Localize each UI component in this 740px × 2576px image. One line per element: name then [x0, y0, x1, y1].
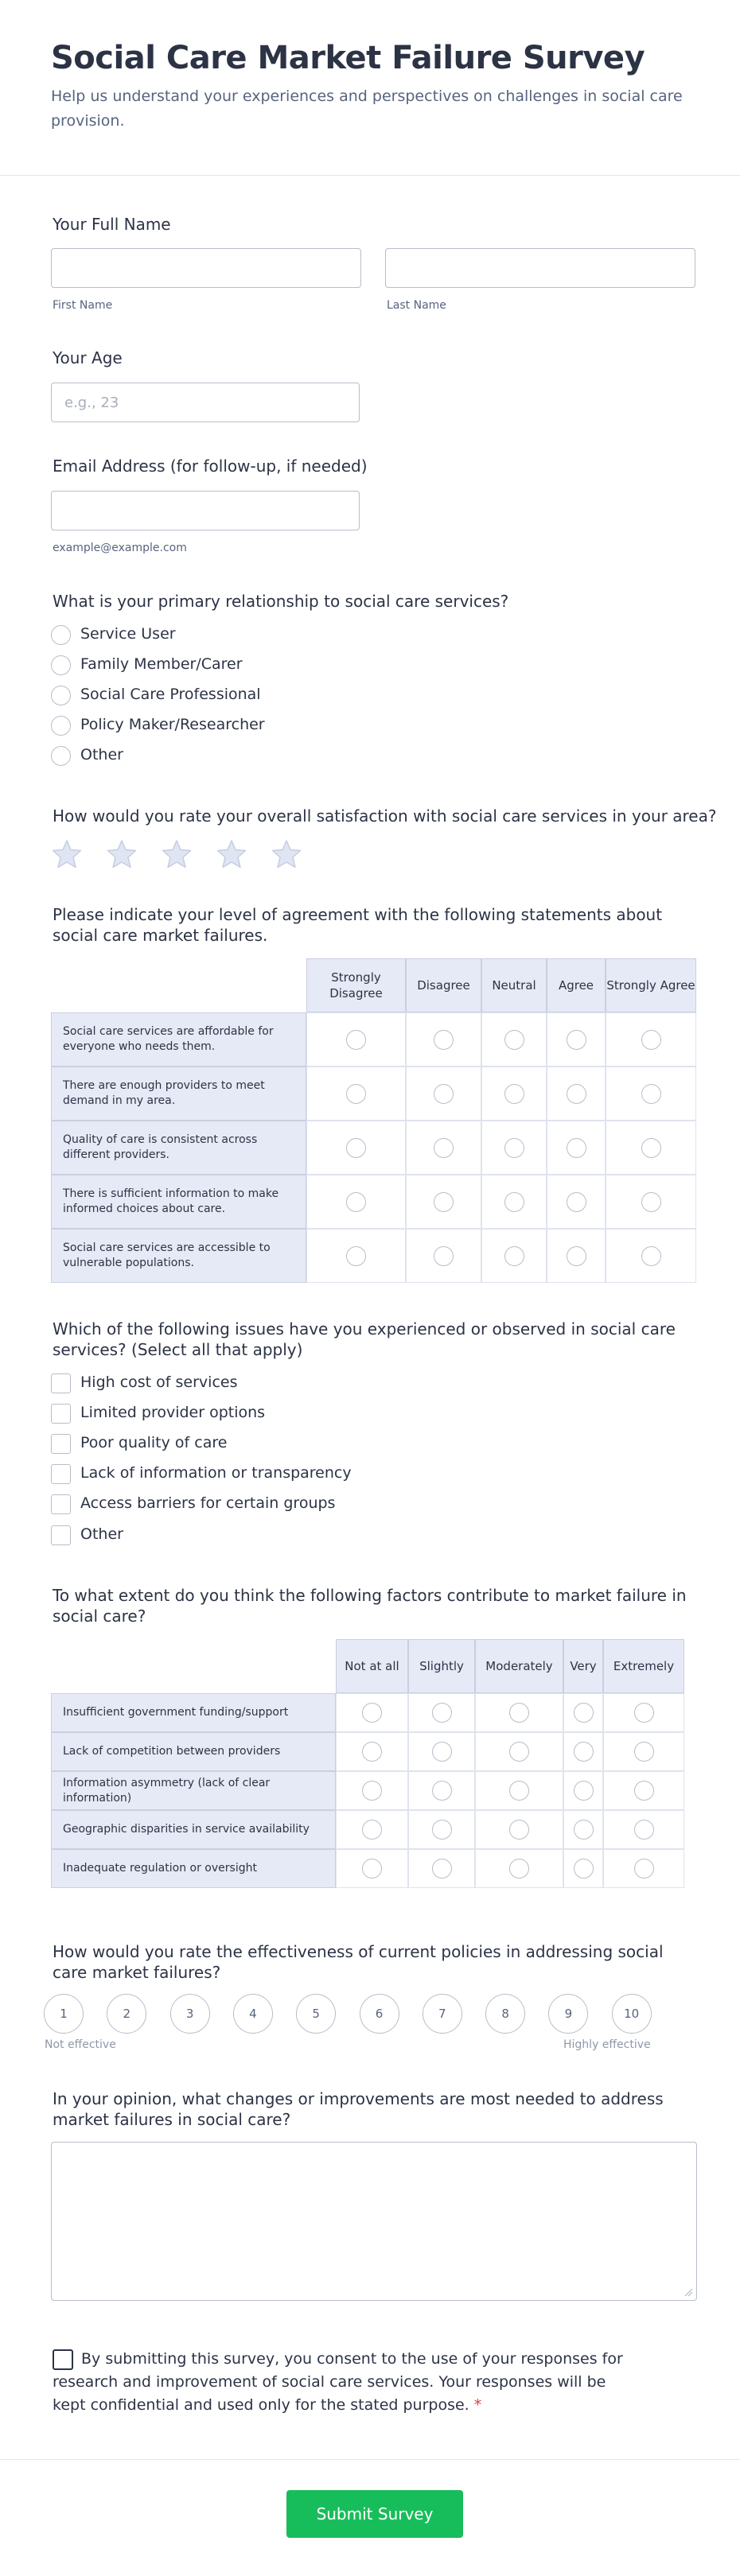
consent-text — [53, 2348, 625, 2417]
factors-radio[interactable] — [362, 1781, 382, 1801]
factors-row-label: Geographic disparities in service availability — [51, 1810, 336, 1849]
issue-checkbox-poor-quality[interactable] — [51, 1434, 71, 1454]
factors-cell — [563, 1693, 603, 1732]
issues-question: Which of the following issues have you experienced or observed in social care services? (Select all that apply) — [53, 1319, 676, 1359]
factors-radio[interactable] — [574, 1703, 594, 1723]
star-icon[interactable] — [271, 838, 302, 870]
issue-checkbox-high-cost[interactable] — [51, 1373, 71, 1393]
form-title: Social Care Market Failure Survey — [51, 40, 645, 76]
agreement-row-label: Quality of care is consistent across different providers. — [51, 1121, 306, 1175]
relationship-radio-service-user[interactable] — [51, 625, 71, 645]
scale-option[interactable]: 1 — [44, 1994, 84, 2034]
agreement-column-header: Strongly Agree — [606, 958, 696, 1012]
issue-checkbox-lack-information[interactable] — [51, 1464, 71, 1484]
resize-grip-icon[interactable] — [684, 2287, 693, 2297]
star-icon[interactable] — [106, 838, 138, 870]
agreement-radio[interactable] — [346, 1192, 366, 1212]
agreement-cell — [481, 1121, 547, 1175]
agreement-radio[interactable] — [346, 1138, 366, 1158]
agreement-column-header: Strongly Disagree — [306, 958, 406, 1012]
agreement-cell — [547, 1121, 606, 1175]
first-name-caption: First Name — [53, 299, 113, 312]
factors-cell — [603, 1810, 684, 1849]
factors-cell — [336, 1693, 408, 1732]
agreement-radio[interactable] — [504, 1246, 524, 1266]
factors-cell — [603, 1732, 684, 1771]
factors-cell — [408, 1693, 475, 1732]
factors-radio[interactable] — [634, 1703, 654, 1723]
agreement-radio[interactable] — [641, 1246, 661, 1266]
agreement-cell — [606, 1121, 696, 1175]
issue-option-label: Other — [80, 1525, 123, 1543]
issue-option-label: Access barriers for certain groups — [80, 1494, 336, 1512]
agreement-radio[interactable] — [504, 1030, 524, 1050]
factors-cell — [475, 1849, 563, 1888]
agreement-radio[interactable] — [567, 1138, 586, 1158]
agreement-cell — [406, 1012, 481, 1067]
last-name-input[interactable] — [385, 248, 695, 288]
agreement-radio[interactable] — [567, 1192, 586, 1212]
submit-button[interactable]: Submit Survey — [286, 2490, 463, 2538]
factors-cell — [475, 1732, 563, 1771]
agreement-radio[interactable] — [567, 1030, 586, 1050]
factors-radio[interactable] — [574, 1781, 594, 1801]
factors-cell — [475, 1693, 563, 1732]
relationship-option-label: Service User — [80, 625, 176, 643]
factors-radio[interactable] — [509, 1859, 529, 1879]
factors-radio[interactable] — [362, 1703, 382, 1723]
agreement-cell — [406, 1229, 481, 1283]
factors-cell — [336, 1849, 408, 1888]
last-name-caption: Last Name — [387, 299, 446, 312]
agreement-cell — [406, 1175, 481, 1229]
agreement-column-header: Neutral — [481, 958, 547, 1012]
issue-option-label: High cost of services — [80, 1373, 238, 1391]
agreement-cell — [306, 1229, 406, 1283]
scale-option[interactable]: 3 — [170, 1994, 210, 2034]
factors-radio[interactable] — [634, 1859, 654, 1879]
age-label: Your Age — [53, 348, 123, 367]
scale-low-label: Not effective — [45, 2038, 116, 2051]
scale-option[interactable]: 10 — [612, 1994, 652, 2034]
footer-divider — [0, 2459, 740, 2460]
factors-cell — [475, 1810, 563, 1849]
form-subtitle: Help us understand your experiences and perspectives on challenges in social care provision. — [51, 87, 683, 130]
scale-option[interactable]: 9 — [548, 1994, 588, 2034]
improvements-textarea[interactable] — [51, 2142, 697, 2301]
consent-text-body: By submitting this survey, you consent to the use of your responses for research and improvement of social care services. Your responses will be kept confidential and used only for the stated purpose. — [53, 2350, 623, 2414]
relationship-option-label: Other — [80, 746, 123, 763]
factors-radio[interactable] — [432, 1859, 452, 1879]
email-caption: example@example.com — [53, 542, 187, 554]
agreement-radio[interactable] — [346, 1030, 366, 1050]
agreement-radio[interactable] — [434, 1138, 454, 1158]
star-icon[interactable] — [161, 838, 193, 870]
agreement-radio[interactable] — [434, 1030, 454, 1050]
factors-cell — [603, 1849, 684, 1888]
agreement-question: Please indicate your level of agreement with the following statements about social care market failures. — [53, 905, 663, 945]
factors-cell — [603, 1693, 684, 1732]
agreement-radio[interactable] — [567, 1246, 586, 1266]
scale-option[interactable]: 6 — [360, 1994, 399, 2034]
factors-row-label: Lack of competition between providers — [51, 1732, 336, 1771]
agreement-cell — [481, 1067, 547, 1121]
agreement-row-label: Social care services are accessible to vulnerable populations. — [51, 1229, 306, 1283]
agreement-cell — [306, 1012, 406, 1067]
factors-cell — [603, 1771, 684, 1810]
age-input[interactable] — [51, 383, 360, 422]
relationship-radio-other[interactable] — [51, 746, 71, 766]
agreement-radio[interactable] — [434, 1192, 454, 1212]
factors-column-header: Very — [563, 1639, 603, 1693]
agreement-radio[interactable] — [346, 1246, 366, 1266]
factors-cell — [336, 1810, 408, 1849]
factors-radio[interactable] — [509, 1742, 529, 1762]
factors-row-label: Insufficient government funding/support — [51, 1693, 336, 1732]
scale-option[interactable]: 4 — [233, 1994, 273, 2034]
agreement-cell — [406, 1121, 481, 1175]
factors-radio[interactable] — [574, 1859, 594, 1879]
required-mark: * — [473, 2396, 482, 2414]
factors-cell — [408, 1771, 475, 1810]
factors-column-header: Moderately — [475, 1639, 563, 1693]
first-name-input[interactable] — [51, 248, 361, 288]
star-icon[interactable] — [51, 838, 83, 870]
agreement-cell — [547, 1012, 606, 1067]
factors-cell — [563, 1810, 603, 1849]
email-input[interactable] — [51, 491, 360, 530]
factors-radio[interactable] — [432, 1820, 452, 1840]
issue-option-label: Poor quality of care — [80, 1434, 228, 1451]
agreement-column-header: Disagree — [406, 958, 481, 1012]
agreement-cell — [547, 1175, 606, 1229]
agreement-cell — [547, 1067, 606, 1121]
agreement-cell — [481, 1175, 547, 1229]
form-header — [0, 0, 740, 176]
relationship-radio-family-carer[interactable] — [51, 655, 71, 675]
star-icon[interactable] — [216, 838, 247, 870]
agreement-radio[interactable] — [434, 1084, 454, 1104]
agreement-cell — [606, 1175, 696, 1229]
factors-radio[interactable] — [362, 1742, 382, 1762]
issue-checkbox-limited-providers[interactable] — [51, 1404, 71, 1424]
agreement-cell — [306, 1067, 406, 1121]
factors-cell — [408, 1732, 475, 1771]
agreement-radio[interactable] — [504, 1192, 524, 1212]
issue-checkbox-access-barriers[interactable] — [51, 1494, 71, 1514]
issue-checkbox-other[interactable] — [51, 1525, 71, 1545]
agreement-row-label: There is sufficient information to make informed choices about care. — [51, 1175, 306, 1229]
agreement-radio[interactable] — [641, 1192, 661, 1212]
factors-column-header: Extremely — [603, 1639, 684, 1693]
agreement-radio[interactable] — [504, 1138, 524, 1158]
factors-column-header: Not at all — [336, 1639, 408, 1693]
factors-radio[interactable] — [634, 1781, 654, 1801]
factors-radio[interactable] — [432, 1781, 452, 1801]
factors-radio[interactable] — [634, 1820, 654, 1840]
agreement-cell — [606, 1067, 696, 1121]
scale-option[interactable]: 7 — [423, 1994, 462, 2034]
agreement-radio[interactable] — [567, 1084, 586, 1104]
factors-cell — [336, 1771, 408, 1810]
factors-row-label: Inadequate regulation or oversight — [51, 1849, 336, 1888]
factors-radio[interactable] — [509, 1781, 529, 1801]
factors-cell — [336, 1732, 408, 1771]
relationship-option-label: Social Care Professional — [80, 686, 261, 703]
relationship-radio-policy-maker[interactable] — [51, 716, 71, 736]
agreement-radio[interactable] — [434, 1246, 454, 1266]
agreement-cell — [481, 1229, 547, 1283]
factors-cell — [563, 1732, 603, 1771]
relationship-radio-professional[interactable] — [51, 686, 71, 705]
factors-question: To what extent do you think the following factors contribute to market failure in social care? — [53, 1586, 687, 1626]
factors-radio[interactable] — [432, 1703, 452, 1723]
agreement-cell — [406, 1067, 481, 1121]
factors-radio[interactable] — [362, 1820, 382, 1840]
agreement-radio[interactable] — [346, 1084, 366, 1104]
scale-option[interactable]: 2 — [107, 1994, 146, 2034]
issue-option-label: Limited provider options — [80, 1404, 266, 1421]
scale-option[interactable]: 5 — [296, 1994, 336, 2034]
agreement-radio[interactable] — [641, 1138, 661, 1158]
factors-radio[interactable] — [509, 1703, 529, 1723]
agreement-cell — [606, 1012, 696, 1067]
agreement-radio[interactable] — [641, 1084, 661, 1104]
agreement-radio[interactable] — [641, 1030, 661, 1050]
issue-option-label: Lack of information or transparency — [80, 1464, 352, 1482]
factors-cell — [563, 1849, 603, 1888]
factors-column-header: Slightly — [408, 1639, 475, 1693]
agreement-cell — [306, 1175, 406, 1229]
improvements-question: In your opinion, what changes or improvements are most needed to address market failures in social care? — [53, 2089, 664, 2129]
factors-radio[interactable] — [509, 1820, 529, 1840]
factors-radio[interactable] — [634, 1742, 654, 1762]
factors-cell — [475, 1771, 563, 1810]
scale-option[interactable]: 8 — [485, 1994, 525, 2034]
agreement-radio[interactable] — [504, 1084, 524, 1104]
factors-radio[interactable] — [432, 1742, 452, 1762]
factors-radio[interactable] — [362, 1859, 382, 1879]
factors-cell — [563, 1771, 603, 1810]
email-label: Email Address (for follow-up, if needed) — [53, 457, 368, 476]
factors-cell — [408, 1849, 475, 1888]
satisfaction-question: How would you rate your overall satisfaction with social care services in your area? — [53, 806, 717, 826]
factors-radio[interactable] — [574, 1742, 594, 1762]
relationship-option-label: Policy Maker/Researcher — [80, 716, 265, 733]
factors-radio[interactable] — [574, 1820, 594, 1840]
agreement-cell — [547, 1229, 606, 1283]
effectiveness-question: How would you rate the effectiveness of current policies in addressing social care market failures? — [53, 1942, 664, 1982]
agreement-cell — [481, 1012, 547, 1067]
agreement-row-label: Social care services are affordable for everyone who needs them. — [51, 1012, 306, 1067]
agreement-cell — [306, 1121, 406, 1175]
relationship-question: What is your primary relationship to social care services? — [53, 592, 509, 611]
agreement-column-header: Agree — [547, 958, 606, 1012]
scale-high-label: Highly effective — [563, 2038, 651, 2051]
factors-row-label: Information asymmetry (lack of clear information) — [51, 1771, 336, 1810]
full-name-label: Your Full Name — [53, 215, 171, 234]
agreement-cell — [606, 1229, 696, 1283]
agreement-row-label: There are enough providers to meet demand in my area. — [51, 1067, 306, 1121]
factors-cell — [408, 1810, 475, 1849]
relationship-option-label: Family Member/Carer — [80, 655, 243, 673]
